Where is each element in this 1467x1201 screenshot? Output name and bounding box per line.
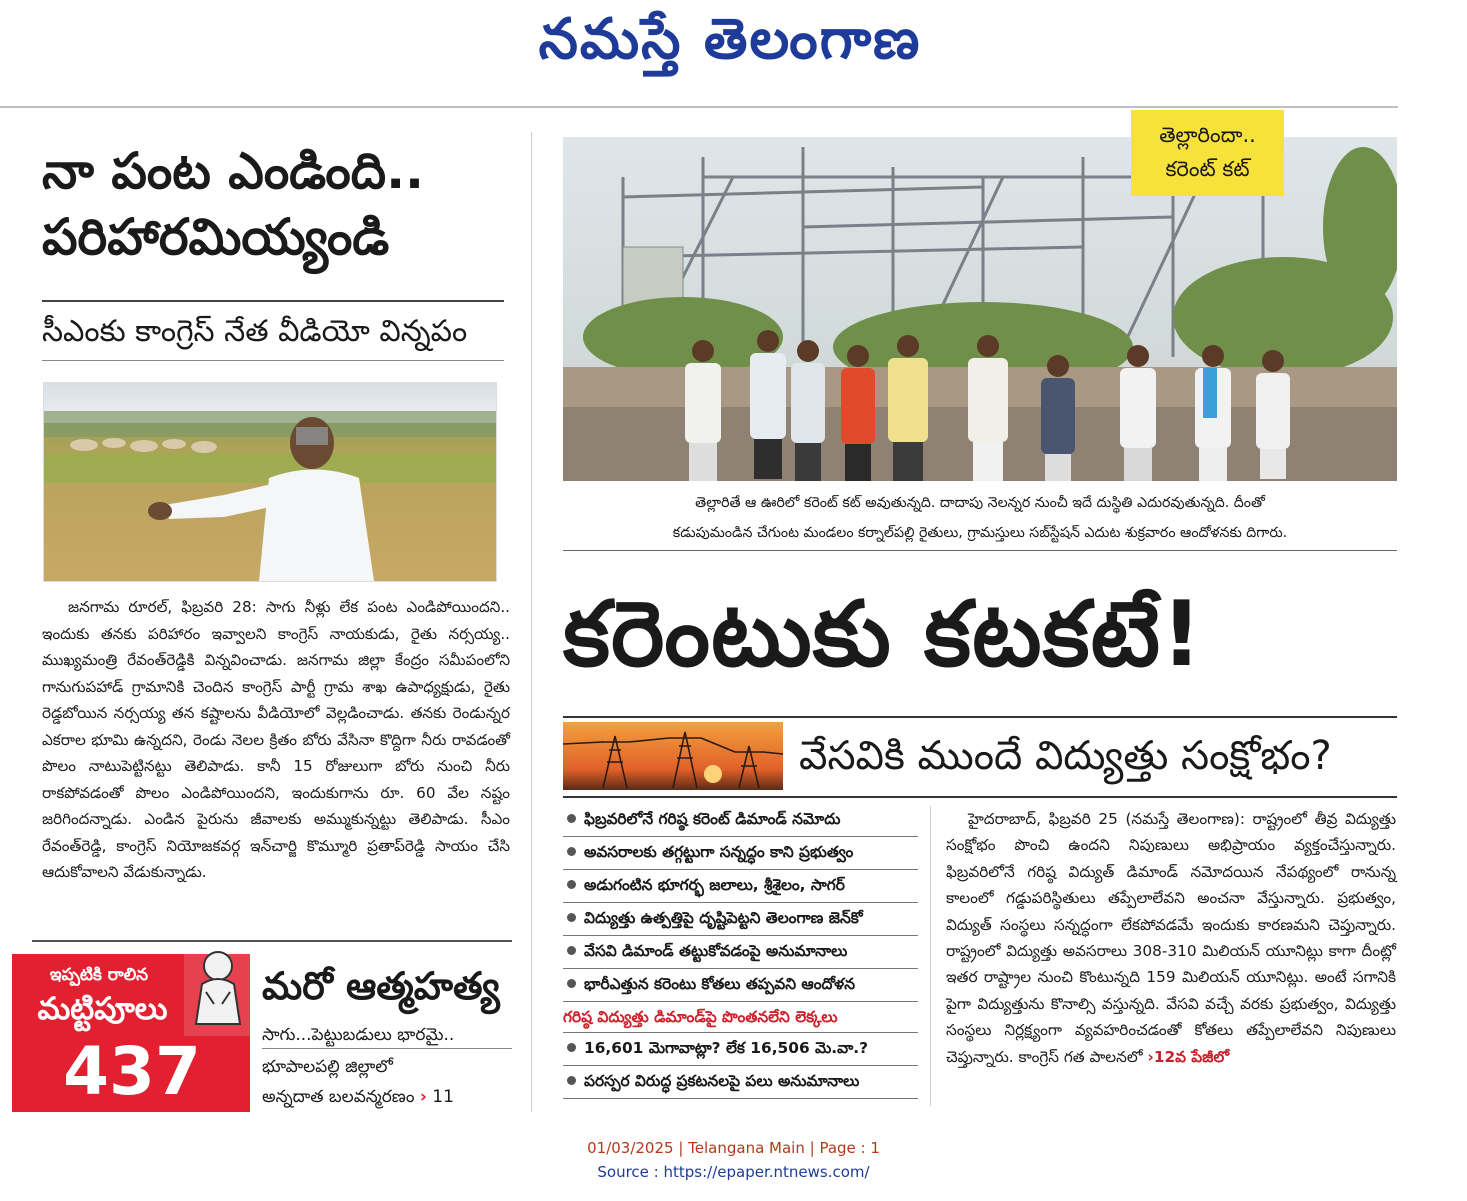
farmer-photo [43,382,497,582]
suicide-count-box [12,954,250,1112]
masthead-title: నమస్తే తెలంగాణ [538,6,922,72]
left-body-text: జనగామ రూరల్, ఫిబ్రవరి 28: సాగు నీళ్లు లేక పంట ఎండిపోయిందని.. ఇందుకు తనకు పరిహారం ఇవ్వాలని కాంగ్రెస్ నాయకుడు, రైతు నర్సయ్య.. ముఖ్యమంత్రి రేవంత్‌రెడ్డికి విన్నవించాడు. జనగామ జిల్లా కేంద్రం సమీపంలోని గానుగుపహాడ్ గ్రామానికి చెందిన కాంగ్రెస్ పార్టీ గ్రామ శాఖ ఉపాధ్యక్షుడు, రైతు రెడ్డబోయిన నర్సయ్య తన కష్టాలను వీడియోలో వెల్లడించాడు. తనకు రెండున్నర ఎకరాల భూమి ఉన్నదని, రెండు నెలల క్రితం బోరు వేసినా కొద్దిగా నీరు రావడంతో పొలం నాటుపెట్టినట్టు తెలిపాడు. కానీ 15 రోజులుగా బోరు నుంచి నీరు రాకపోవడంతో పొలం ఎండిపోయిందని, ఇందుకుగాను రూ. 60 వేల నష్టం జరిగిందన్నాడు. ఎండిన పైరును జీవాలకు అమ్ముకున్నట్టు తెలిపాడు. సీఎం రేవంత్‌రెడ్డి, కాంగ్రెస్ నియోజకవర్గ ఇన్‌చార్జి కొమ్మూరి ప్రతాప్‌రెడ్డి సాయం చేసి ఆదుకోవాలని వేడుకున్నాడు. [42,598,510,881]
list-item [563,969,918,1002]
suicide-tag: ఇప్పటికి రాలిన [49,965,149,985]
suicide-count: 437 [63,1033,201,1110]
photo-tag-line2: కరెంట్ కట్ [1165,157,1250,181]
suicide-sub2 [262,1052,512,1112]
continued-link[interactable] [1148,1048,1230,1066]
farmer-photo-image [44,383,496,581]
list-item [563,1033,918,1066]
footer-date-line: 01/03/2025 | Telangana Main | Page : 1 [587,1139,880,1157]
list-item [563,1066,918,1099]
masthead-rule [0,106,1398,108]
bullet-icon [567,1076,576,1085]
main-subhead: వేసవికి ముందే విద్యుత్తు సంక్షోభం? [799,733,1332,779]
continued-arrow-icon: › [1147,1047,1154,1066]
divider [42,300,504,302]
bullet-icon [567,880,576,889]
bullet-icon [567,847,576,856]
list-item [563,903,918,936]
bullet-text: ఫిబ్రవరిలోనే గరిష్ఠ కరెంట్ డిమాండ్ నమోదు [584,810,841,828]
photo-caption [563,488,1397,551]
bullet-text: భారీఎత్తున కరెంటు కోతలు తప్పవని ఆందోళన [584,975,856,993]
bullet-icon [567,913,576,922]
suicide-sub3: అన్నదాత బలవన్మరణం [262,1087,415,1107]
suicide-sub2-line: భూపాలపల్లి జిల్లాలో [262,1057,393,1077]
suicide-tag2: మట్టిపూలు [37,991,168,1027]
footer [0,1136,1467,1184]
photo-tag-line1: తెల్లారిందా.. [1159,123,1256,147]
bullet-text: అవసరాలకు తగ్గట్టుగా సన్నద్ధం కాని ప్రభుత్వం [584,843,854,861]
list-item [563,870,918,903]
main-body-text: హైదరాబాద్, ఫిబ్రవరి 25 (నమస్తే తెలంగాణ): రాష్ట్రంలో తీవ్ర విద్యుత్తు సంక్షోభం పొంచి ఉందని నిపుణులు అభిప్రాయం వ్యక్తంచేస్తున్నారు. ఫిబ్రవరిలోనే గరిష్ఠ విద్యుత్ డిమాండ్ నమోదయిన నేపథ్యంలో రానున్న కాలంలో గడ్డుపరిస్థితులు తప్పేలాలేవని అంచనా వేస్తున్నారు. ప్రభుత్వం, విద్యుత్ సంస్థలు సన్నద్ధంగా లేకపోవడమే ఇందుకు కారణమని చెప్తున్నారు. రాష్ట్రంలో విద్యుత్తు అవసరాలు 308-310 మిలియన్ యూనిట్లు కాగా దీంట్లో ఇతర రాష్ట్రాల నుంచి కొంటున్నది 159 మిలియన్ యూనిట్లు. అంటే సగానికి పైగా విద్యుత్తును కొనాల్సి వస్తున్నది. వేసవి వచ్చే వరకు ప్రభుత్వం, విద్యుత్తు సంస్థలు నిర్లక్ష్యంగా వ్యవహరించడంతో కోతలు తప్పేలాలేవని నిపుణులు చెప్తున్నారు. కాంగ్రెస్ గత పాలనలో [946,810,1396,1066]
photo-tag-badge [1131,110,1284,196]
bullet-text: వేసవి డిమాండ్ తట్టుకోవడంపై అనుమానాలు [584,942,848,960]
main-body [946,806,1396,1070]
farmer-grief-icon [184,944,252,1036]
bullet-text: పరస్పర విరుద్ధ ప్రకటనలపై పలు అనుమానాలు [584,1072,860,1090]
masthead [0,0,1467,108]
list-item [563,936,918,969]
bullet-text: విద్యుత్తు ఉత్పత్తిపై దృష్టిపెట్టని తెలంగాణ జెన్‌కో [584,909,863,927]
main-headline: కరెంటుకు కటకటే! [563,582,1204,687]
left-body [42,594,510,886]
divider [42,360,504,361]
power-tower-icon [563,722,783,790]
power-tower-sunset-image [563,722,783,790]
footer-source-link[interactable]: Source : https://epaper.ntnews.com/ [597,1163,870,1181]
suicide-sub: సాగు...పెట్టుబడులు భారమై.. [262,1022,512,1049]
page-ref-arrow-icon: › [419,1087,427,1107]
column-divider [531,132,532,1112]
continued-text: 12వ పేజీలో [1153,1047,1230,1066]
bullet-text: అడుగంటిన భూగర్భ జలాలు, శ్రీశైలం, సాగర్ [584,876,845,894]
left-subhead: సీఎంకు కాంగ్రెస్ నేత వీడియో విన్నపం [42,314,468,349]
list-item [563,837,918,870]
sub-banner [563,716,1397,798]
key-points-list [563,804,918,1099]
bullet-icon [567,979,576,988]
bullet-icon [567,1043,576,1052]
suicide-headline: మరో ఆత్మహత్య [262,964,500,1008]
left-article [12,132,532,1112]
red-subheading: గరిష్ఠ విద్యుత్తు డిమాండ్‌పై పొంతనలేని లెక్కలు [563,1002,918,1033]
suicide-page-ref: 11 [432,1087,454,1107]
column-divider [930,806,931,1106]
left-headline: నా పంట ఎండింది.. పరిహారమియ్యండి [42,142,425,266]
bullet-icon [567,814,576,823]
photo-caption-line2: కడుపుమండిన చేగుంట మండలం కర్నాల్‌పల్లి రైతులు, గ్రామస్తులు సబ్‌స్టేషన్ ఎదుట శుక్రవారం ఆందోళనకు దిగారు. [672,525,1288,541]
photo-caption-line1: తెల్లారితే ఆ ఊరిలో కరెంట్ కట్ అవుతున్నది. దాదాపు నెలన్నర నుంచీ ఇదే దుస్థితి ఎదురవుతున్నది. దీంతో [695,495,1265,511]
main-body-para [946,806,1396,1070]
list-item [563,804,918,837]
suicide-sub3-line [262,1082,512,1112]
divider [32,940,512,942]
bullet-icon [567,946,576,955]
bullet-text: 16,601 మెగావాట్లా? లేక 16,506 మె.వా.? [584,1039,869,1057]
